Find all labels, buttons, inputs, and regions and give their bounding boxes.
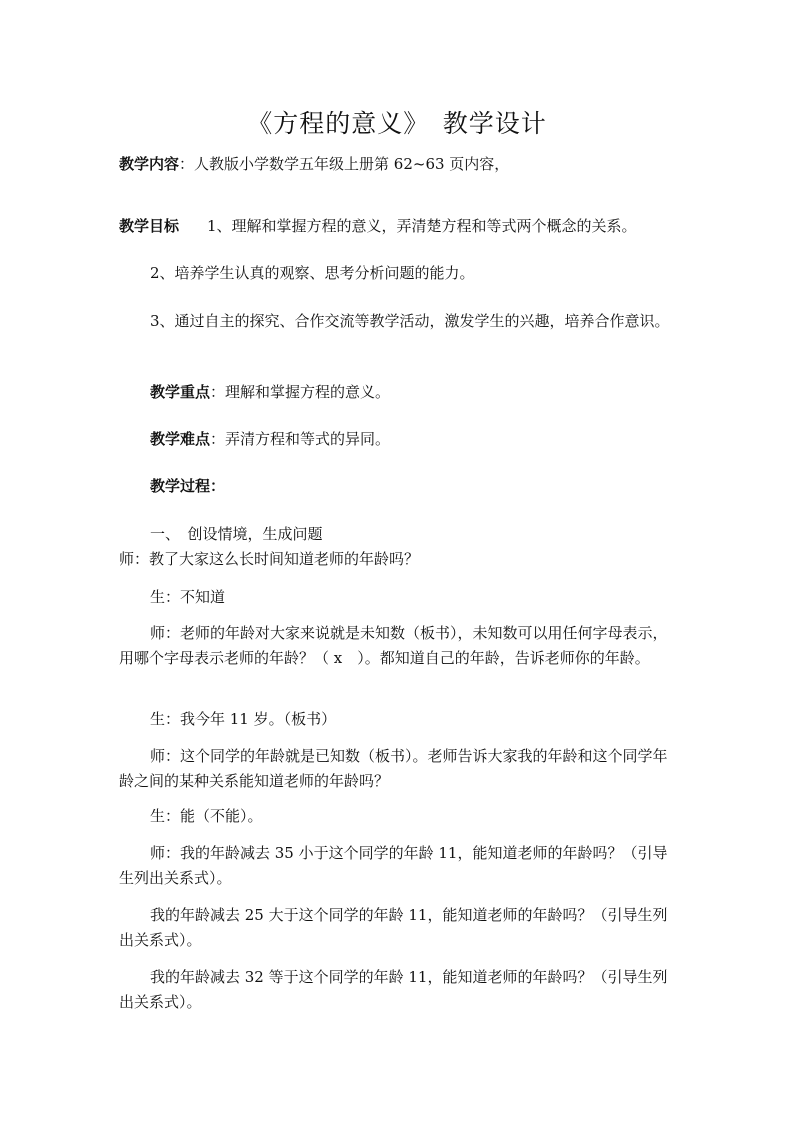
difficulty-text: ：弄清方程和等式的异同。 xyxy=(210,430,391,448)
dialogue-line: 师：我的年龄减去 35 小于这个同学的年龄 11，能知道老师的年龄吗？（引导生列出关系式）。 xyxy=(119,844,668,887)
dialogue-paragraph xyxy=(119,903,679,953)
difficulty xyxy=(150,429,390,449)
dialogue-paragraph xyxy=(119,744,679,794)
document-title: 《方程的意义》 教学设计 xyxy=(247,109,547,138)
dialogue-paragraph xyxy=(119,621,679,671)
dialogue-paragraph xyxy=(119,965,679,1015)
goal-item-3: 3、通过自主的探究、合作交流等教学活动，激发学生的兴趣，培养合作意识。 xyxy=(150,312,670,330)
goal-item-2: 2、培养学生认真的观察、思考分析问题的能力。 xyxy=(150,264,475,282)
goal-item-3-paragraph xyxy=(119,309,679,334)
dialogue-line: 我的年龄减去 32 等于这个同学的年龄 11，能知道老师的年龄吗？（引导生列出关系式）。 xyxy=(119,968,668,1011)
key-point-text: ：理解和掌握方程的意义。 xyxy=(210,383,391,401)
key-point xyxy=(150,382,390,402)
key-point-label: 教学重点 xyxy=(150,383,211,401)
goal-item-1: 1、理解和掌握方程的意义，弄清楚方程和等式两个概念的关系。 xyxy=(207,217,637,235)
dialogue-line: 师：这个同学的年龄就是已知数（板书）。老师告诉大家我的年龄和这个同学年龄之间的某种关系能知道老师的年龄吗？ xyxy=(119,747,668,790)
teaching-content-text: ：人教版小学数学五年级上册第 62~63 页内容， xyxy=(179,155,510,173)
difficulty-label: 教学难点 xyxy=(150,430,211,448)
teaching-content-label: 教学内容 xyxy=(119,155,180,173)
dialogue-line: 师：教了大家这么长时间知道老师的年龄吗？ xyxy=(119,550,420,568)
teaching-goals xyxy=(119,216,637,236)
teaching-goals-label: 教学目标 xyxy=(119,217,180,235)
dialogue-line: 生：我今年 11 岁。（板书） xyxy=(150,710,337,728)
section-heading-1: 一、 创设情境，生成问题 xyxy=(150,525,323,543)
dialogue-paragraph xyxy=(119,841,679,891)
process-heading: 教学过程： xyxy=(150,477,226,495)
dialogue-line: 师：老师的年龄对大家来说就是未知数（板书），未知数可以用任何字母表示，用哪个字母表示老师的年龄？（ x ）。都知道自己的年龄，告诉老师你的年龄。 xyxy=(119,624,668,667)
dialogue-line: 我的年龄减去 25 大于这个同学的年龄 11，能知道老师的年龄吗？（引导生列出关系式）。 xyxy=(119,906,668,949)
dialogue-line: 生：不知道 xyxy=(150,588,226,606)
dialogue-line: 生：能（不能）。 xyxy=(150,807,263,825)
teaching-content xyxy=(119,154,509,174)
